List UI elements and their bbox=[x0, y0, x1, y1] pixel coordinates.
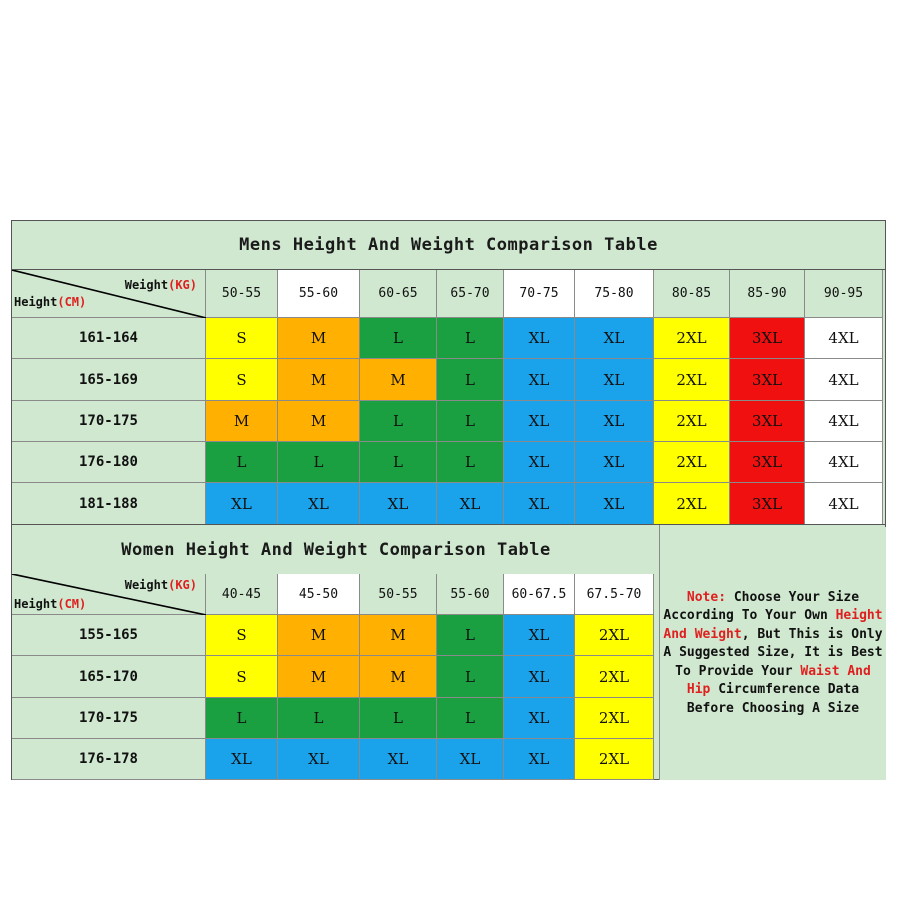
height-row-header: 165-170 bbox=[12, 656, 206, 698]
size-cell: 3XL bbox=[730, 318, 805, 359]
women-corner-header bbox=[12, 574, 206, 615]
size-cell: M bbox=[206, 401, 278, 442]
size-cell: XL bbox=[504, 401, 575, 442]
size-cell: L bbox=[360, 401, 437, 442]
height-row-header: 176-180 bbox=[12, 442, 206, 483]
size-cell: 3XL bbox=[730, 401, 805, 442]
size-cell: XL bbox=[504, 442, 575, 483]
size-cell: XL bbox=[206, 483, 278, 525]
weight-column-header: 60-67.5 bbox=[504, 574, 575, 615]
size-cell: M bbox=[360, 615, 437, 656]
size-cell: XL bbox=[278, 483, 360, 525]
size-cell: XL bbox=[504, 615, 575, 656]
weight-column-header: 90-95 bbox=[805, 270, 883, 318]
women-table-title: Women Height And Weight Comparison Table bbox=[121, 540, 551, 560]
size-cell: L bbox=[437, 401, 504, 442]
height-row-header: 181-188 bbox=[12, 483, 206, 525]
size-cell: S bbox=[206, 656, 278, 698]
size-cell: M bbox=[278, 401, 360, 442]
size-cell: XL bbox=[437, 483, 504, 525]
size-cell: L bbox=[437, 359, 504, 401]
weight-column-header: 60-65 bbox=[360, 270, 437, 318]
size-cell: L bbox=[437, 698, 504, 739]
size-cell: 4XL bbox=[805, 359, 883, 401]
size-cell: 2XL bbox=[654, 442, 730, 483]
height-axis-label: Height(CM) bbox=[14, 295, 87, 309]
note-highlight-2: Waist And Hip bbox=[686, 663, 871, 698]
size-cell: XL bbox=[504, 656, 575, 698]
size-cell: S bbox=[206, 359, 278, 401]
size-cell: 2XL bbox=[575, 656, 654, 698]
note-label: Note: bbox=[686, 589, 727, 605]
size-cell: 3XL bbox=[730, 442, 805, 483]
size-cell: XL bbox=[575, 483, 654, 525]
mens-table-title: Mens Height And Weight Comparison Table bbox=[239, 235, 658, 255]
weight-column-header: 50-55 bbox=[206, 270, 278, 318]
size-cell: L bbox=[437, 615, 504, 656]
height-row-header: 176-178 bbox=[12, 739, 206, 780]
size-cell: XL bbox=[504, 483, 575, 525]
weight-column-header: 45-50 bbox=[278, 574, 360, 615]
weight-axis-label: Weight(KG) bbox=[124, 578, 197, 592]
size-cell: XL bbox=[504, 698, 575, 739]
weight-column-header: 85-90 bbox=[730, 270, 805, 318]
size-cell: M bbox=[360, 359, 437, 401]
weight-column-header: 70-75 bbox=[504, 270, 575, 318]
size-cell: L bbox=[360, 442, 437, 483]
size-cell: L bbox=[360, 698, 437, 739]
size-cell: M bbox=[278, 318, 360, 359]
mens-corner-header bbox=[12, 270, 206, 318]
height-row-header: 161-164 bbox=[12, 318, 206, 359]
size-cell: XL bbox=[278, 739, 360, 780]
size-cell: XL bbox=[437, 739, 504, 780]
size-cell: 2XL bbox=[654, 318, 730, 359]
size-cell: XL bbox=[575, 318, 654, 359]
size-cell: M bbox=[360, 656, 437, 698]
size-cell: 2XL bbox=[654, 359, 730, 401]
size-cell: XL bbox=[504, 318, 575, 359]
note-highlight-1: Height And Weight bbox=[663, 608, 883, 642]
weight-column-header: 65-70 bbox=[437, 270, 504, 318]
size-cell: 4XL bbox=[805, 318, 883, 359]
weight-column-header: 40-45 bbox=[206, 574, 278, 615]
size-cell: L bbox=[360, 318, 437, 359]
size-note bbox=[660, 527, 886, 780]
size-cell: XL bbox=[575, 359, 654, 401]
weight-axis-label: Weight(KG) bbox=[124, 278, 197, 292]
size-cell: 3XL bbox=[730, 359, 805, 401]
size-cell: 2XL bbox=[654, 401, 730, 442]
size-cell: XL bbox=[575, 401, 654, 442]
size-cell: L bbox=[278, 698, 360, 739]
size-cell: XL bbox=[360, 739, 437, 780]
divider bbox=[12, 524, 885, 525]
size-cell: L bbox=[437, 318, 504, 359]
note-text-3: Circumference Data Before Choosing A Size bbox=[686, 682, 860, 716]
women-table bbox=[12, 574, 660, 780]
size-cell: S bbox=[206, 615, 278, 656]
size-cell: 4XL bbox=[805, 483, 883, 525]
size-chart bbox=[11, 220, 886, 780]
size-cell: 2XL bbox=[654, 483, 730, 525]
size-cell: S bbox=[206, 318, 278, 359]
mens-table bbox=[12, 270, 886, 525]
size-cell: L bbox=[278, 442, 360, 483]
size-cell: M bbox=[278, 615, 360, 656]
weight-column-header: 50-55 bbox=[360, 574, 437, 615]
size-cell: XL bbox=[504, 359, 575, 401]
size-cell: L bbox=[437, 442, 504, 483]
height-row-header: 170-175 bbox=[12, 698, 206, 739]
weight-column-header: 67.5-70 bbox=[575, 574, 654, 615]
size-cell: 4XL bbox=[805, 401, 883, 442]
size-cell: XL bbox=[206, 739, 278, 780]
size-cell: M bbox=[278, 656, 360, 698]
height-row-header: 170-175 bbox=[12, 401, 206, 442]
size-cell: XL bbox=[360, 483, 437, 525]
weight-column-header: 75-80 bbox=[575, 270, 654, 318]
weight-column-header: 55-60 bbox=[278, 270, 360, 318]
size-cell: 2XL bbox=[575, 739, 654, 780]
size-cell: M bbox=[278, 359, 360, 401]
size-cell: XL bbox=[575, 442, 654, 483]
size-cell: L bbox=[206, 698, 278, 739]
size-cell: XL bbox=[504, 739, 575, 780]
size-cell: 3XL bbox=[730, 483, 805, 525]
note-text-1: Choose Your Size According To Your Own bbox=[663, 589, 860, 624]
weight-column-header: 55-60 bbox=[437, 574, 504, 615]
size-cell: 2XL bbox=[575, 698, 654, 739]
note-text-2: , But This is Only A Suggested Size, It is Best To Provide Your bbox=[663, 626, 883, 679]
weight-column-header: 80-85 bbox=[654, 270, 730, 318]
size-cell: L bbox=[206, 442, 278, 483]
size-cell: 4XL bbox=[805, 442, 883, 483]
size-cell: 2XL bbox=[575, 615, 654, 656]
height-row-header: 165-169 bbox=[12, 359, 206, 401]
size-cell: L bbox=[437, 656, 504, 698]
height-row-header: 155-165 bbox=[12, 615, 206, 656]
height-axis-label: Height(CM) bbox=[14, 597, 87, 611]
